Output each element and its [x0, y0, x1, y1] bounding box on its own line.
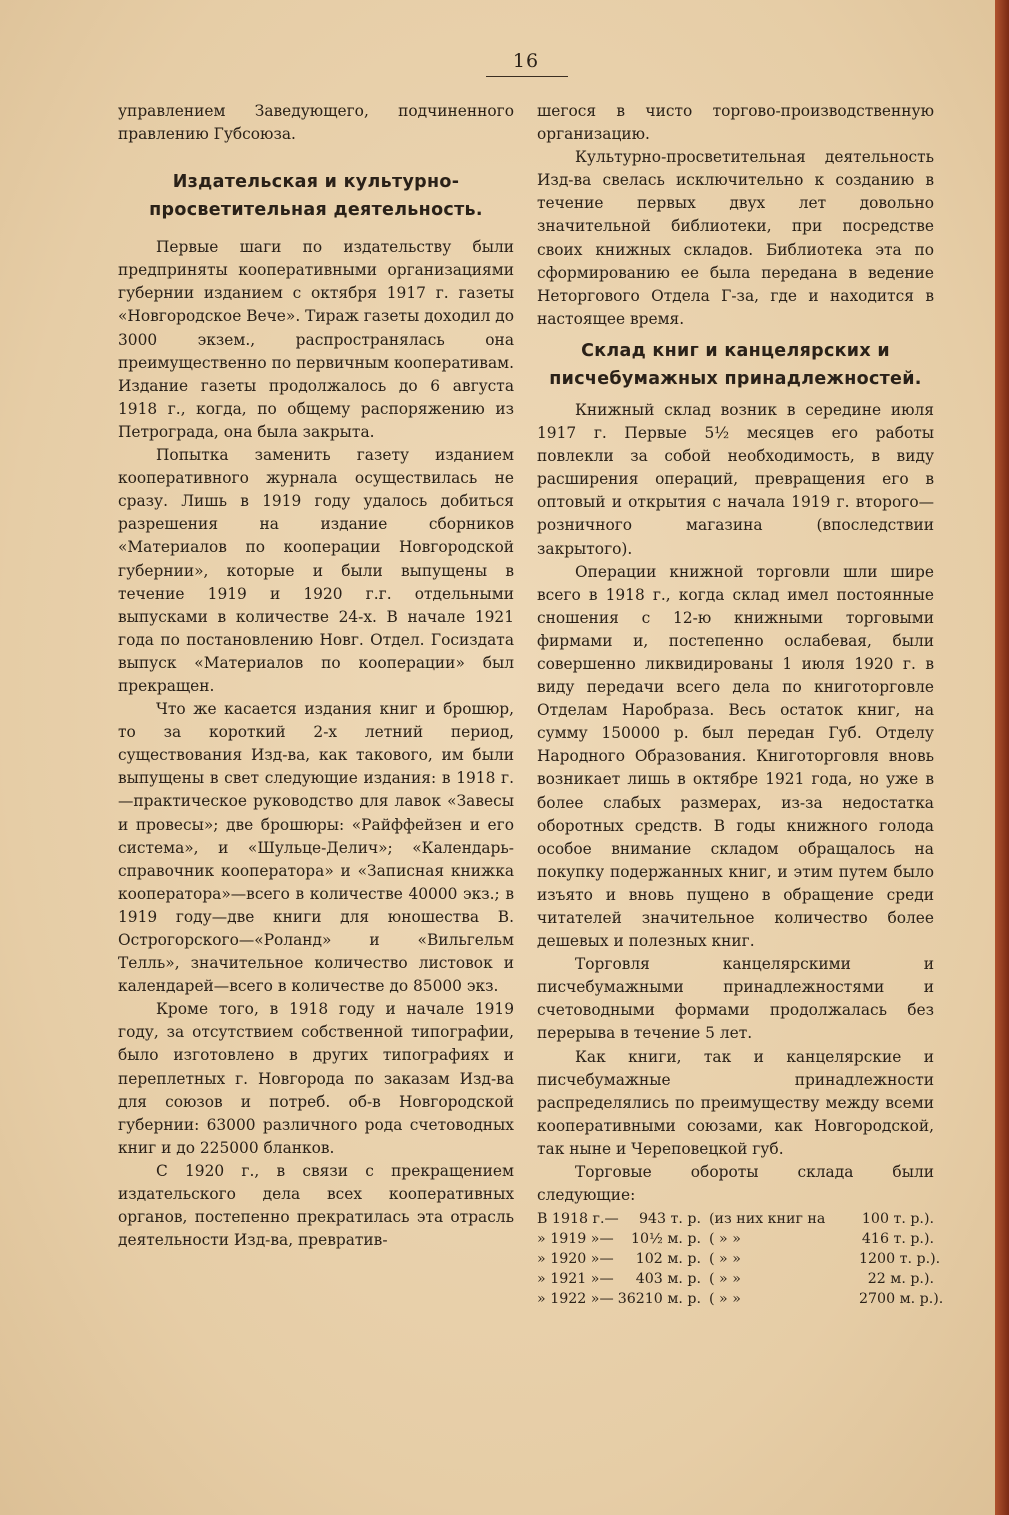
turnover-note: ( » » — [709, 1251, 741, 1268]
turnover-year: » 1922 »— — [537, 1291, 614, 1308]
left-intro-text: управлением Заведующего, подчиненного правлению Губсоюза. — [118, 102, 514, 144]
section-heading-warehouse: Склад книг и канцелярских и писчебумажных принадлежностей. — [549, 340, 922, 389]
page-edge — [995, 0, 1009, 1515]
page-number: 16 — [512, 50, 540, 72]
paragraph: Первые шаги по издательству были предприняты кооперативными организациями губернии изданием с октября 1917 г. газеты «Новгородское Вече». Тираж газеты доходил до 3000 экзем., распространялась она преимущественно по первичным кооперативам. Издание газеты продолжалось до 6 августа 1918 г., когда, по общему распоряжению из Петрограда, она была закрыта. — [118, 238, 514, 441]
turnover-table — [537, 1209, 944, 1309]
paragraph: Торговля канцелярскими и писчебумажными принадлежностями и счетоводными формами продолжалась без перерыва в течение 5 лет. — [537, 955, 934, 1043]
paragraph: С 1920 г., в связи с прекращением издательского дела всех кооперативных органов, постепенно прекратилась эта отрасль деятельности Изд-ва, превратив- — [118, 1161, 514, 1250]
turnover-row — [537, 1269, 934, 1289]
turnover-amount: 10½ м. р. — [631, 1231, 701, 1248]
turnover-note: ( » » — [709, 1231, 741, 1248]
paragraph: Попытка заменить газету изданием кооперативного журнала осуществилась не сразу. Лишь в 1919 году удалось добиться разрешения на издание сборников «Материалов по кооперации Новгородской губернии», которые и были выпущены в течение 1919 и 1920 г.г. отдельными выпусками в количестве 24-х. В начале 1921 года по постановлению Новг. Отдел. Госиздата выпуск «Материалов по кооперации» был прекращен. — [118, 446, 514, 695]
paragraph: Книжный склад возник в середине июля 1917 г. Первые 5½ месяцев его работы повлекли за собой необходимость, в виду расширения операций, превращения его в оптовый и открытия с начала 1919 г. второго—розничного магазина (впоследствии закрытого). — [537, 400, 934, 558]
page-number-rule — [486, 76, 568, 77]
turnover-amount: 36210 м. р. — [617, 1291, 701, 1308]
turnover-year: » 1921 »— — [537, 1271, 614, 1288]
right-column — [537, 100, 944, 1309]
turnover-amount: 102 м. р. — [635, 1251, 701, 1268]
turnover-books-value: 100 т. р.). — [861, 1211, 934, 1228]
turnover-books-value: 1200 т. р.). — [859, 1251, 941, 1268]
turnover-books-value: 416 т. р.). — [861, 1231, 934, 1248]
paragraph: Как книги, так и канцелярские и писчебумажные принадлежности распределялись по преимуществу между всеми кооперативными союзами, как Новгородской, так ныне и Череповецкой губ. — [537, 1047, 934, 1158]
paragraph: Культурно-просветительная деятельность Изд-ва свелась исключительно к созданию в течение первых двух лет довольно значительной библиотеки, при посредстве своих книжных складов. Библиотека эта по сформированию ее была передана в ведение Неторгового Отдела Г-за, где и находится в настоящее время. — [537, 148, 934, 328]
turnover-note: ( » » — [709, 1291, 741, 1308]
turnover-row — [537, 1249, 941, 1269]
turnover-note: ( » » — [709, 1271, 741, 1288]
turnover-books-value: 2700 м. р.). — [859, 1291, 944, 1308]
paragraph: Торговые обороты склада были следующие: — [537, 1163, 934, 1205]
turnover-amount: 403 м. р. — [635, 1271, 701, 1288]
turnover-year: » 1919 »— — [537, 1231, 614, 1248]
turnover-year: В 1918 г.— — [537, 1211, 619, 1228]
left-column — [118, 100, 514, 1252]
turnover-year: » 1920 »— — [537, 1251, 614, 1268]
right-intro-text: шегося в чисто торгово-производственную организацию. — [537, 102, 934, 144]
turnover-row — [537, 1209, 934, 1229]
turnover-row — [537, 1289, 944, 1309]
turnover-row — [537, 1229, 934, 1249]
turnover-note: (из них книг на — [709, 1211, 826, 1228]
turnover-books-value: 22 м. р.). — [867, 1271, 934, 1288]
paragraph: Кроме того, в 1918 году и начале 1919 году, за отсутствием собственной типографии, было изготовлено в других типографиях и переплетных г. Новгорода по заказам Изд-ва для союзов и потреб. об-в Новгородской губернии: 63000 различного рода счетоводных книг и до 225000 бланков. — [118, 1000, 514, 1157]
paragraph: Операции книжной торговли шли шире всего в 1918 г., когда склад имел постоянные сношения с 12-ю книжными торговыми фирмами и, постепенно ослабевая, были совершенно ликвидированы 1 июля 1920 г. в виду передачи всего дела по книготорговле Отделам Наробраза. Весь остаток книг, на сумму 150000 р. был передан Губ. Отделу Народного Образования. Книготорговля вновь возникает лишь в октябре 1921 года, но уже в более слабых размерах, из-за недостатка оборотных средств. В годы книжного голода особое внимание складом обращалось на покупку подержанных книг, и этим путем было изъято и вновь пущено в обращение среди читателей значительное количество более дешевых и полезных книг. — [537, 562, 934, 951]
turnover-amount: 943 т. р. — [638, 1211, 701, 1228]
paragraph: Что же касается издания книг и брошюр, то за короткий 2-х летний период, существования Изд-ва, как такового, им были выпущены в свет следующие издания: в 1918 г.—практическое руководство для лавок «Завесы и провесы»; две брошюры: «Райффейзен и его система», и «Шульце-Делич»; «Календарь-справочник кооператора» и «Записная книжка кооператора»—всего в количестве 40000 экз.; в 1919 году—две книги для юношества В. Острогорского—«Роланд» и «Вильгельм Телль», значительное количество листовок и календарей—всего в количестве до 85000 экз. — [118, 700, 514, 996]
section-heading-publishing: Издательская и культурно-просветительная деятельность. — [149, 172, 483, 221]
